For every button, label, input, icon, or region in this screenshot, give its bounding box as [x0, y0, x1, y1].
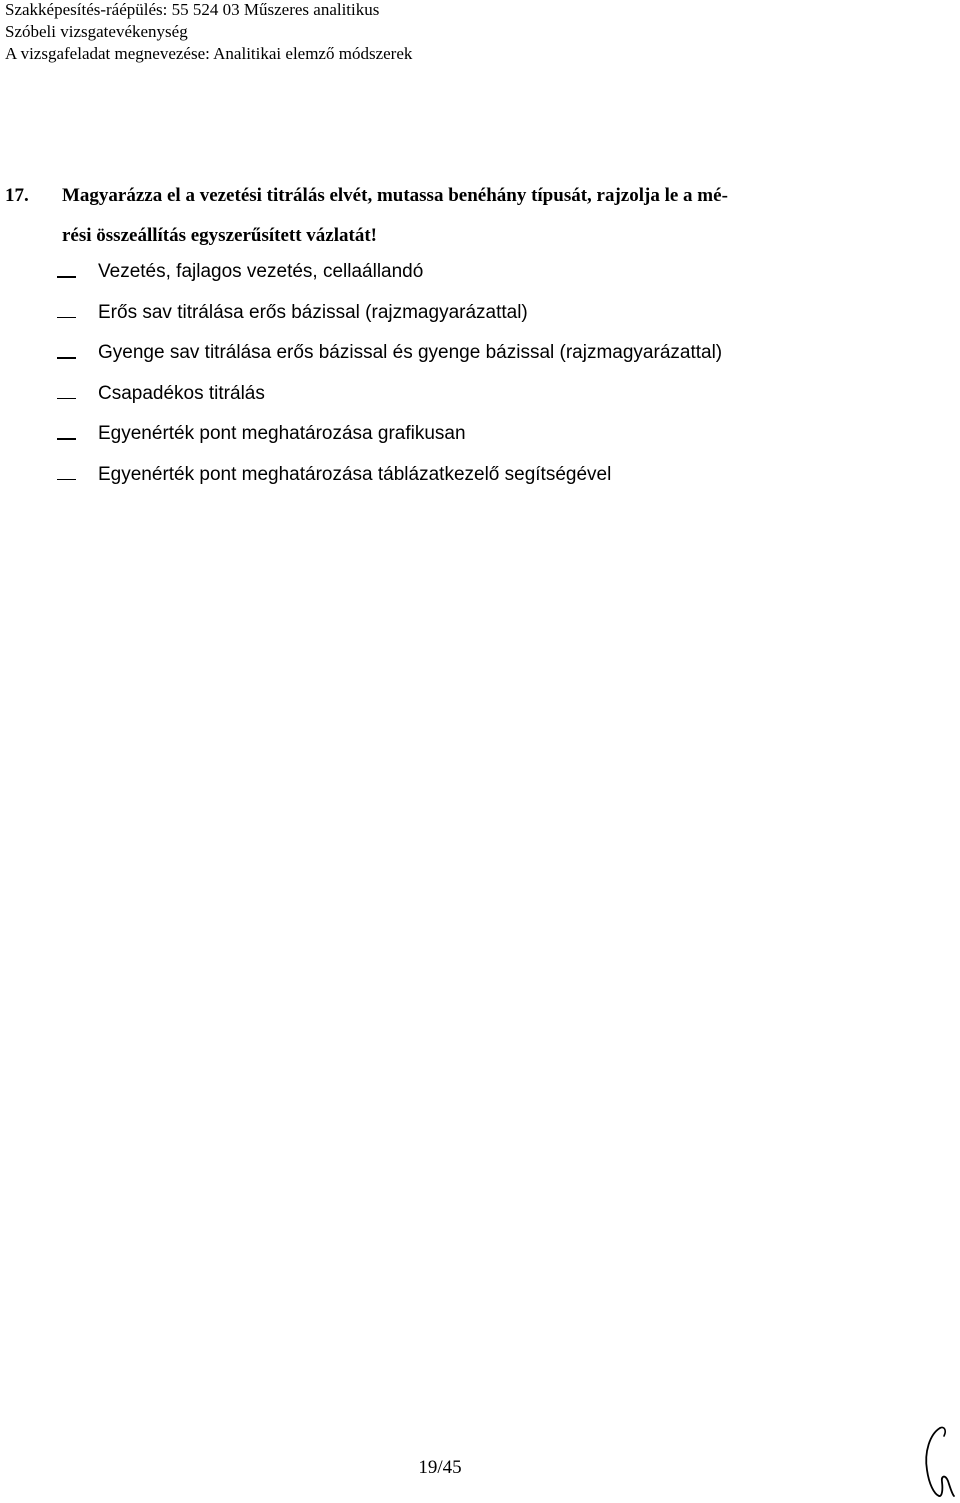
list-item-text: Erős sav titrálása erős bázissal (rajzmagyarázattal) [98, 301, 528, 323]
list-item [0, 420, 900, 461]
list-item [0, 380, 900, 421]
list-item [0, 461, 900, 502]
list-item [0, 339, 900, 380]
list-item [0, 299, 900, 340]
answer-bullet-list [0, 258, 900, 502]
dash-bullet-icon [57, 276, 76, 278]
handwritten-signature [918, 1424, 958, 1499]
list-item-text: Csapadékos titrálás [98, 382, 265, 404]
question-text-line-1: Magyarázza el a vezetési titrálás elvét, mutassa benéhány típusát, rajzolja le a mé- [62, 185, 728, 206]
header-task-name: A vizsgafeladat megnevezése: Analitikai elemző módszerek [5, 44, 413, 63]
question-number: 17. [5, 185, 29, 206]
list-item-text: Vezetés, fajlagos vezetés, cellaállandó [98, 261, 424, 282]
dash-bullet-icon [57, 398, 76, 400]
header-exam-type: Szóbeli vizsgatevékenység [5, 22, 188, 41]
dash-bullet-icon [57, 438, 76, 440]
header-qualification: Szakképesítés-ráépülés: 55 524 03 Műszeres analitikus [5, 0, 380, 19]
list-item-text: Gyenge sav titrálása erős bázissal és gyenge bázissal (rajzmagyarázattal) [98, 342, 723, 364]
dash-bullet-icon [57, 357, 76, 359]
list-item [0, 258, 900, 299]
question-text-line-2: rési összeállítás egyszerűsített vázlatát! [62, 225, 377, 246]
page-number: 19/45 [418, 1457, 462, 1478]
dash-bullet-icon [57, 479, 76, 481]
list-item-text: Egyenérték pont meghatározása táblázatkezelő segítségével [98, 463, 612, 485]
dash-bullet-icon [57, 317, 76, 319]
list-item-text: Egyenérték pont meghatározása grafikusan [98, 423, 466, 445]
